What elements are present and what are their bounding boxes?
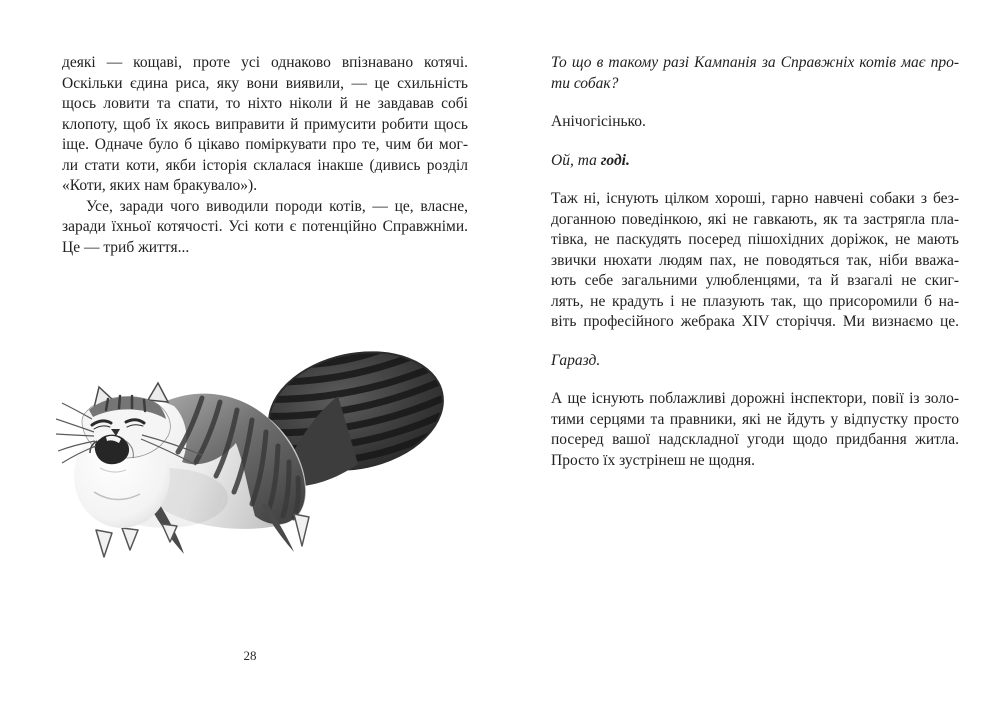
left-page-text	[62, 53, 468, 258]
cat-front-foot	[122, 528, 138, 550]
cat-illustration	[56, 340, 466, 575]
text-line: заради їхньої котячості. Усі коти є потенційно Справжніми.	[62, 218, 468, 235]
text-line: доганною поведінкою, які не гавкають, як та застрягла пла-	[551, 210, 959, 228]
page-number: 28	[243, 648, 257, 663]
text-line: ють себе загальними улюбленцями, та й взагалі не скиг-	[551, 272, 959, 289]
text-line	[551, 151, 959, 172]
paragraph-dialogue	[551, 151, 959, 172]
paragraph	[551, 389, 959, 471]
dialogue-lead: Ой, та	[551, 151, 601, 169]
right-page-text	[551, 53, 959, 471]
text-line: Усе, заради чого виводили породи котів, — це, власне,	[86, 197, 468, 215]
text-line: щось ловити та спати, то ніхто ніколи й не завдавав собі	[62, 95, 468, 112]
text-line: посеред вашої надскладної угоди щодо придбання житла.	[551, 431, 959, 448]
text-line: То що в такому разі Кампанія за Справжніх котів має про-	[551, 54, 959, 71]
text-line: Це — триб життя...	[62, 238, 190, 256]
paragraph	[551, 189, 959, 333]
dialogue-emphasis: годі.	[600, 151, 630, 169]
text-line: тими серцями та правники, які не йдуть у відпустку просто	[551, 410, 959, 428]
text-line: Таж ні, існують цілком хороші, гарно навчені собаки з без-	[551, 190, 959, 207]
text-line: Гаразд.	[551, 351, 601, 369]
text-line: деякі — кощаві, проте усі однаково впізнавано котячі.	[62, 54, 468, 71]
paragraph	[62, 197, 468, 259]
text-line: Оскільки єдина риса, яку вони виявили, — це схильність	[62, 74, 468, 92]
text-line: ти собак?	[551, 74, 619, 92]
text-line: віть професійного жебрака XIV сторіччя. Ми визнаємо це.	[551, 313, 959, 330]
text-line: тівка, не паскудять посеред пішохідних доріжок, не мають	[551, 231, 959, 248]
text-line: іще. Одначе було б цікаво поміркувати про те, чим би мог-	[62, 136, 468, 153]
cat-drawing-svg	[56, 340, 466, 575]
text-line: «Коти, яких нам бракувало»).	[62, 177, 258, 194]
text-line: ли стати коти, якби історія склалася інакше (дивись розділ	[62, 156, 468, 174]
text-line: А ще існують поблажливі дорожні інспектори, повії із золо-	[551, 390, 959, 407]
paragraph	[551, 112, 959, 133]
cat-front-foot	[96, 530, 112, 557]
text-line: Анічогісінько.	[551, 113, 646, 130]
text-line: звички нюхати людям пах, не поводяться так, ніби вважа-	[551, 251, 959, 269]
text-line: клопоту, щоб їх якось виправити й примусити робити щось	[62, 115, 468, 133]
text-line: лять, не крадуть і не плазують так, що присоромили б на-	[551, 292, 959, 310]
paragraph-dialogue	[551, 351, 959, 372]
cat-hind-foot	[294, 514, 309, 546]
text-line: Просто їх зустрінеш не щодня.	[551, 451, 755, 469]
cat-ear	[148, 383, 168, 402]
paragraph	[62, 53, 468, 197]
paragraph-dialogue	[551, 53, 959, 94]
